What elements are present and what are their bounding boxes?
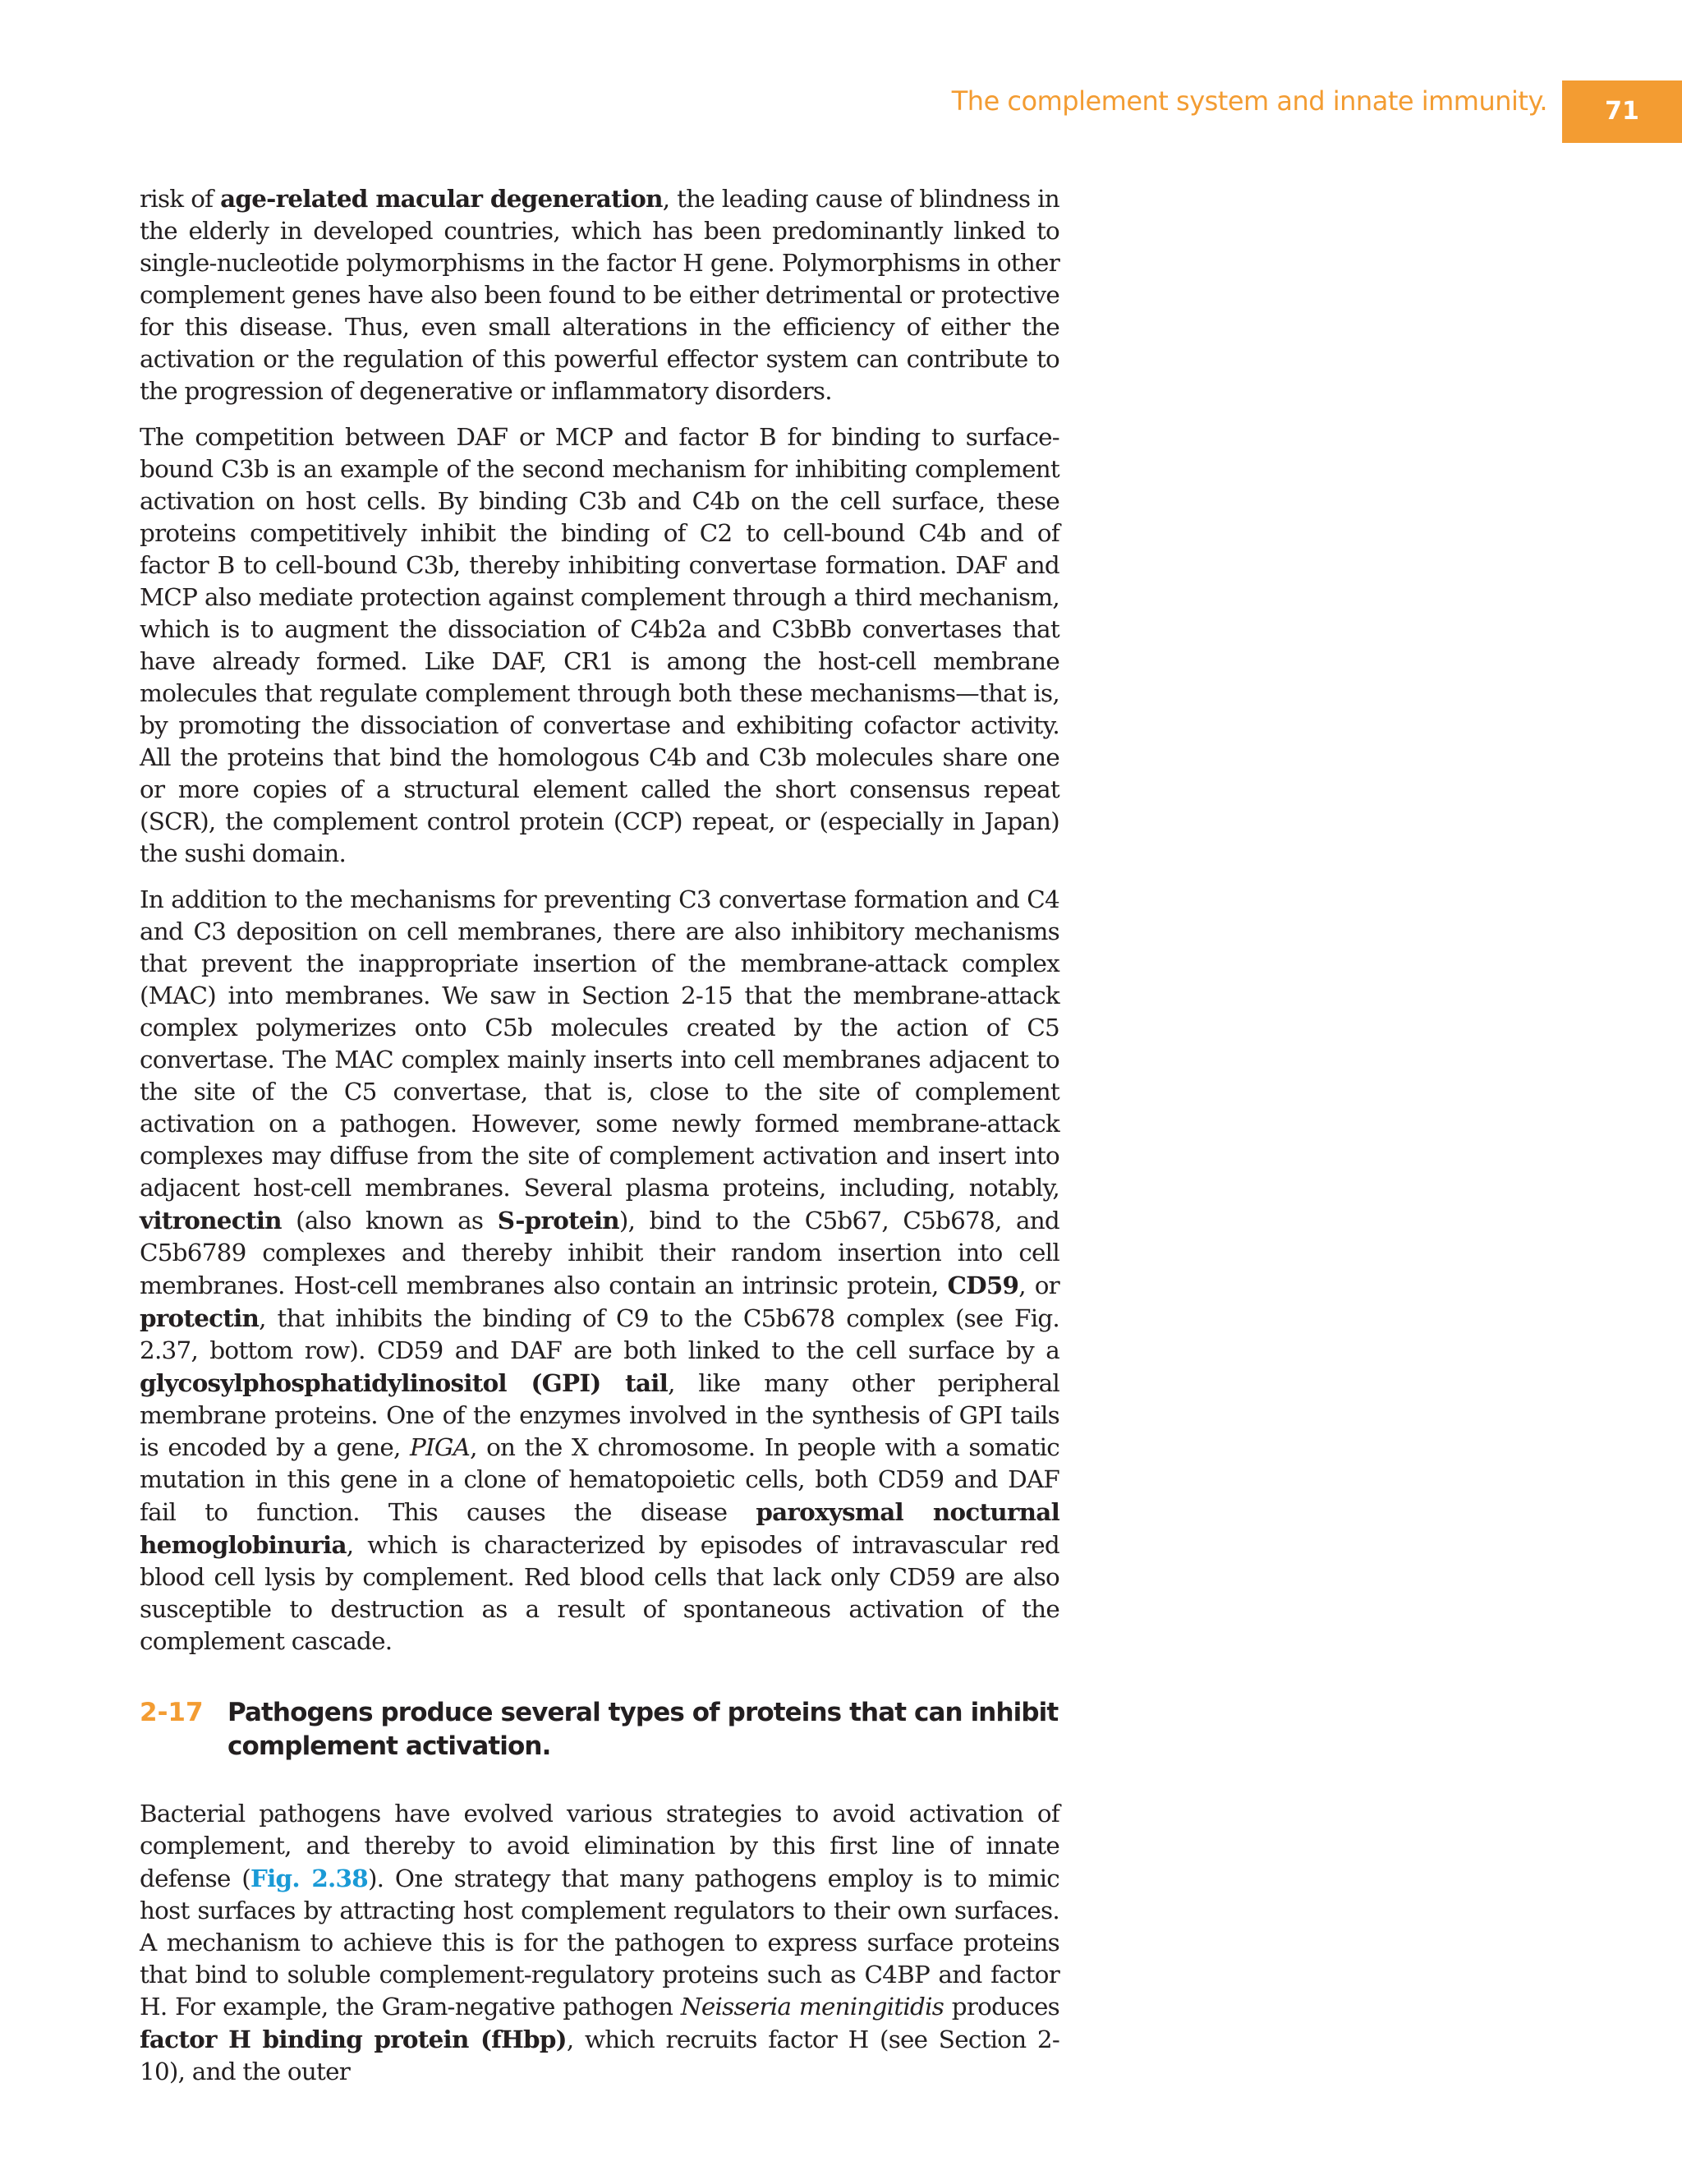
section-title: Pathogens produce several types of proteins that can inhibit complement activation. [227, 1698, 1059, 1761]
text-run: risk of [140, 185, 221, 213]
text-run: In addition to the mechanisms for preventing C3 convertase formation and C4 and C3 deposition on cell membranes, there are also inhibitory mechanisms that prevent the inappropriate insertion of the membrane-attack complex (MAC) into membranes. We saw in Section 2-15 that the membrane-attack complex polymerizes onto C5b molecules created by the action of C5 convertase. The MAC complex mainly inserts into cell membranes adjacent to the site of the C5 convertase, that is, close to the site of complement activation on a pathogen. However, some newly formed membrane-attack complexes may diffuse from the site of complement activation and insert into adjacent host-cell membranes. Several plasma proteins, including, notably, [140, 885, 1059, 1202]
key-term: factor H binding protein (fHbp) [140, 2025, 567, 2053]
species-name: Neisseria meningitidis [680, 1993, 944, 2021]
key-term: S-protein [497, 1206, 619, 1235]
text-run: ). One strategy that many pathogens employ is to mimic host surfaces by attracting host complement regulators to their own surfaces. A mechanism to achieve this is for the pathogen to express surface proteins that bind to soluble complement-regulatory proteins such as C4BP and factor H. For example, the Gram-negative pathogen [140, 1864, 1059, 2021]
paragraph-3 [140, 884, 1059, 1658]
body-text [140, 182, 1059, 2102]
text-run: , which is characterized by episodes of intravascular red blood cell lysis by complement. Red blood cells that lack only CD59 are also susceptible to destruction as a result of spontaneous activation of the complement cascade. [140, 1531, 1059, 1655]
text-run: produces [944, 1993, 1060, 2021]
text-run: ), bind to the C5b67, C5b678, and C5b6789 complexes and thereby inhibit their random insertion into cell membranes. Host-cell membranes also contain an intrinsic protein, [140, 1207, 1059, 1299]
text-run: (also known as [281, 1207, 498, 1235]
text-run: , on the X chromosome. In people with a somatic mutation in this gene in a clone of hematopoietic cells, both CD59 and DAF fail to function. This causes the disease [140, 1433, 1059, 1526]
text-run: Bacterial pathogens have evolved various strategies to avoid activation of complement, and thereby to avoid elimination by this first line of innate defense ( [140, 1800, 1059, 1892]
paragraph-4 [140, 1798, 1059, 2088]
gene-name: PIGA [410, 1433, 471, 1461]
text-run: The competition between DAF or MCP and factor B for binding to surface-bound C3b is an example of the second mechanism for inhibiting complement activation on host cells. By binding C3b and C4b on the cell surface, these proteins competitively inhibit the binding of C2 to cell-bound C4b and of factor B to cell-bound C3b, thereby inhibiting convertase formation. DAF and MCP also mediate protection against complement through a third mechanism, which is to augment the dissociation of C4b2a and C3bBb convertases that have already formed. Like DAF, CR1 is among the host-cell membrane molecules that regulate complement through both these mechanisms—that is, by promoting the dissociation of convertase and exhibiting cofactor activity. All the proteins that bind the homologous C4b and C3b molecules share one or more copies of a structural element called the short consensus repeat (SCR), the complement control protein (CCP) repeat, or (especially in Japan) the sushi domain. [140, 423, 1059, 867]
page-number: 71 [1562, 80, 1682, 143]
key-term: glycosylphosphatidylinositol (GPI) tail [140, 1368, 669, 1397]
key-term: vitronectin [140, 1206, 282, 1235]
section-heading [140, 1696, 1059, 1763]
text-run: , which recruits factor H (see Section 2-10), and the outer [140, 2025, 1060, 2085]
key-term: age-related macular degeneration [220, 184, 663, 213]
text-run: , that inhibits the binding of C9 to the C5b678 complex (see Fig. 2.37, bottom row). CD59 and DAF are both linked to the cell surface by a [140, 1304, 1059, 1364]
text-run: , like many other peripheral membrane proteins. One of the enzymes involved in the synthesis of GPI tails is encoded by a gene, [140, 1369, 1060, 1461]
paragraph-2 [140, 421, 1059, 870]
key-term: CD59 [947, 1271, 1019, 1299]
key-term: protectin [140, 1304, 260, 1332]
text-run: , the leading cause of blindness in the elderly in developed countries, which has been predominantly linked to single-nucleotide polymorphisms in the factor H gene. Polymorphisms in other complement genes have also been found to be either detrimental or protective for this disease. Thus, even small alterations in the efficiency of either the activation or the regulation of this powerful effector system can contribute to the progression of degenerative or inflammatory disorders. [140, 185, 1059, 405]
key-term: paroxysmal nocturnal hemoglobinuria [140, 1497, 1059, 1559]
paragraph-1 [140, 182, 1059, 407]
running-header-title: The complement system and innate immunity. [951, 85, 1547, 117]
text-run: , or [1018, 1271, 1059, 1299]
section-number: 2-17 [140, 1698, 204, 1727]
figure-link[interactable]: Fig. 2.38 [250, 1864, 368, 1892]
